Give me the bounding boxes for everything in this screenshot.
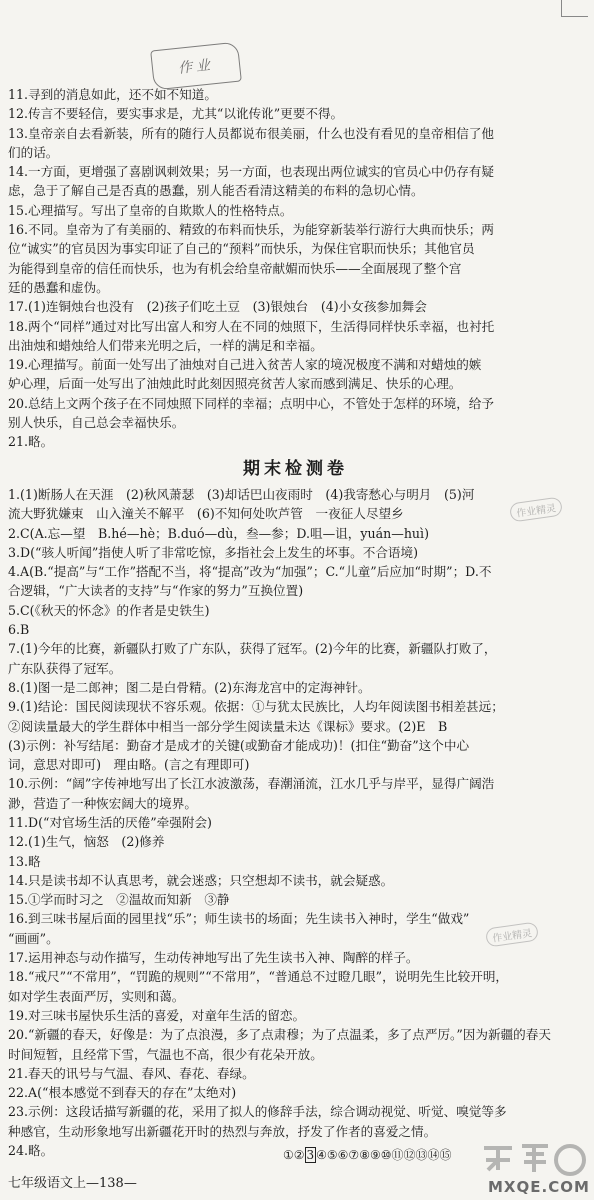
answer-line: 11.D(“对官场生活的厌倦”牵强附会) — [8, 814, 212, 830]
answer-line: 位“诚实”的官员因为事实印证了自己的“预料”而快乐，为保住官职而快乐；其他官员 — [8, 241, 475, 257]
answer-line: 14.只是读书却不认真思考，就会迷惑；只空想却不读书，就会疑惑。 — [8, 872, 394, 888]
answer-line: 6.B — [8, 622, 30, 638]
answer-line: ②阅读量最大的学生群体中相当一部分学生阅读量未达《课标》要求。(2)E B — [8, 718, 448, 734]
answer-line: 如对学生表面严厉，实则和蔼。 — [8, 988, 185, 1004]
answer-line: 10.示例：“阔”字传神地写出了长江水波激荡，春潮涌流，江水几乎与岸平，显得广阔浩 — [8, 776, 495, 792]
answer-line: 21.春天的讯号与气温、春风、春花、春绿。 — [8, 1065, 255, 1081]
watermark-stamp: 作业精灵 — [485, 921, 539, 947]
answer-line: 21.略。 — [8, 434, 54, 450]
answer-line: 18.两个“同样”通过对比写出富人和穷人在不同的烛照下，生活得同样快乐幸福，也衬托 — [8, 318, 495, 334]
watermark-stamp: 作业精灵 — [509, 496, 563, 522]
answer-line: 为能得到皇帝的信任而快乐，也为有机会给皇帝献媚而快乐——全面展现了整个宫 — [8, 260, 462, 276]
answer-line: 20.总结上文两个孩子在不同烛照下同样的幸福；点明中心，不管处于怎样的环境，给予 — [8, 395, 494, 411]
answer-line: 13.略 — [8, 853, 41, 869]
answer-line: 17.(1)连铜烛台也没有 (2)孩子们吃土豆 (3)银烛台 (4)小女孩参加舞会 — [8, 299, 427, 315]
answer-line: 24.略。 — [8, 1143, 54, 1159]
top-answer-block — [8, 85, 583, 452]
exam-answer-block — [8, 485, 583, 1160]
answer-line: 15.心理描写。写出了皇帝的自欺欺人的性格特点。 — [8, 202, 293, 218]
answer-line: 3.D(“骇人听闻”指使人听了非常吃惊，多指社会上发生的坏事。不合语境) — [8, 544, 419, 560]
answer-line: 8.(1)图一是二郎神；图二是白骨精。(2)东海龙宫中的定海神针。 — [8, 679, 371, 695]
answer-line: 词，意思对即可) 理由略。(言之有理即可) — [8, 757, 250, 773]
answer-content — [8, 85, 583, 1160]
answer-line: 14.一方面，更增强了喜剧讽刺效果；另一方面，也表现出两位诚实的官员心中仍存有疑 — [8, 164, 494, 180]
answer-line: 们的话。 — [8, 144, 59, 160]
answer-line: 流大野犹嫌束 山入潼关不解平 (6)不知何处吹芦管 一夜征人尽望乡 — [8, 506, 404, 522]
answer-line: 12.(1)生气，恼怒 (2)修养 — [8, 834, 165, 850]
answer-line: 12.传言不要轻信，要实事求是，尤其“以讹传讹”更要不得。 — [8, 106, 344, 122]
answer-line: 20.“新疆的春天，好像是：为了点浪漫，多了点肃穆；为了点温柔，多了点严厉。”因为新疆的春天 — [8, 1027, 551, 1043]
answer-line: 种感官，生动形象地写出新疆花开时的热烈与奔放，抒发了作者的喜爱之情。 — [8, 1123, 437, 1139]
answer-line: 19.心理描写。前面一处写出了油烛对自己进入贫苦人家的境况极度不满和对蜡烛的嫉 — [8, 357, 482, 373]
answer-line: 虑，急于了解自己是否真的愚蠢，别人能否看清这精美的布料的急切心情。 — [8, 183, 424, 199]
homework-stamp — [150, 42, 242, 91]
answer-line: 4.A(B.“提高”与“工作”搭配不当，将“提高”改为“加强”；C.“儿童”后应加“时期”；D.不 — [8, 564, 492, 580]
answer-line: 11.寻到的消息如此，还不如不知道。 — [8, 87, 217, 102]
answer-line: 5.C(《秋天的怀念》的作者是史铁生) — [8, 602, 210, 618]
answer-line: 16.到三味书屋后面的园里找“乐”；师生读书的场面；先生读书入神时，学生“做戏” — [8, 911, 470, 927]
answer-line: 廷的愚蠢和虚伪。 — [8, 279, 109, 295]
page-index-before: ①② — [283, 1148, 305, 1162]
answer-line: 别人快乐，自己总会幸福快乐。 — [8, 415, 185, 431]
page-index-after: ④⑤⑥⑦⑧⑨⑩⑪⑫⑬⑭⑮ — [316, 1148, 452, 1162]
answer-line: 13.皇帝亲自去看新装，所有的随行人员都说布很美丽，什么也没有看见的皇帝相信了他 — [8, 125, 494, 141]
answer-line: 出油烛和蜡烛给人们带来光明之后，一样的满足和幸福。 — [8, 337, 323, 353]
answer-line: 17.运用神态与动作描写，生动传神地写出了先生读书入神、陶醉的样子。 — [8, 950, 419, 966]
answer-line: 19.对三味书屋快乐生活的喜爱，对童年生活的留恋。 — [8, 1007, 306, 1023]
answer-line: (3)示例：补写结尾：勤奋才是成才的关键(或勤奋才能成功)！(扣住“勤奋”这个中心 — [8, 737, 470, 753]
answer-line: 15.①学而时习之 ②温故而知新 ③静 — [8, 892, 230, 908]
answer-line: 渺，营造了一种恢宏阔大的境界。 — [8, 795, 197, 811]
answer-line: 1.(1)断肠人在天涯 (2)秋风萧瑟 (3)却话巴山夜雨时 (4)我寄愁心与明月 (5)河 — [8, 486, 475, 502]
answer-line: 2.C(A.忘—望 B.hé—hè；B.duó—dù，叁—参；D.咀—诅，yuán—huì) — [8, 525, 429, 541]
answer-line: 妒心理，后面一处写出了油烛此时此刻因照亮贫苦人家而感到满足、快乐的心理。 — [8, 376, 462, 392]
section-title: 期末检测卷 — [243, 458, 348, 479]
page-index-current: 3 — [306, 1148, 315, 1162]
answer-line: 广东队获得了冠军。 — [8, 660, 122, 676]
corner-mark — [561, 0, 588, 17]
answer-line: 23.示例：这段话描写新疆的花，采用了拟人的修辞手法，综合调动视觉、听觉、嗅觉等多 — [8, 1104, 507, 1120]
stamp-text: 作业 — [177, 57, 215, 77]
page-label: 七年级语文上—138— — [8, 1176, 137, 1191]
answer-line: 18.“戒尺”“不常用”，“罚跪的规则”“不常用”，“普通总不过瞪几眼”，说明先生比较开明， — [8, 969, 509, 985]
answer-line: 16.不同。皇帝为了有美丽的、精致的布料而快乐，为能穿新装举行游行大典而快乐；两 — [8, 222, 494, 238]
answer-line: “画画”。 — [8, 930, 59, 946]
page-index-numbers — [283, 1146, 451, 1163]
answer-line: 时间短暂，且经常下雪，气温也不高，很少有花朵开放。 — [8, 1046, 323, 1062]
answer-line: 7.(1)今年的比赛，新疆队打败了广东队，获得了冠军。(2)今年的比赛，新疆队打败了， — [8, 641, 497, 657]
answer-line: 9.(1)结论：国民阅读现状不容乐观。依据：①与犹太民族比，人均年阅读图书相差甚远； — [8, 699, 504, 715]
answer-line: 合逻辑，“广大读者的支持”与“作家的努力”互换位置) — [8, 583, 304, 599]
site-logo-text: MXQE.COM — [488, 1178, 590, 1196]
answer-line: 22.A(“根本感觉不到春天的存在”太绝对) — [8, 1085, 237, 1101]
